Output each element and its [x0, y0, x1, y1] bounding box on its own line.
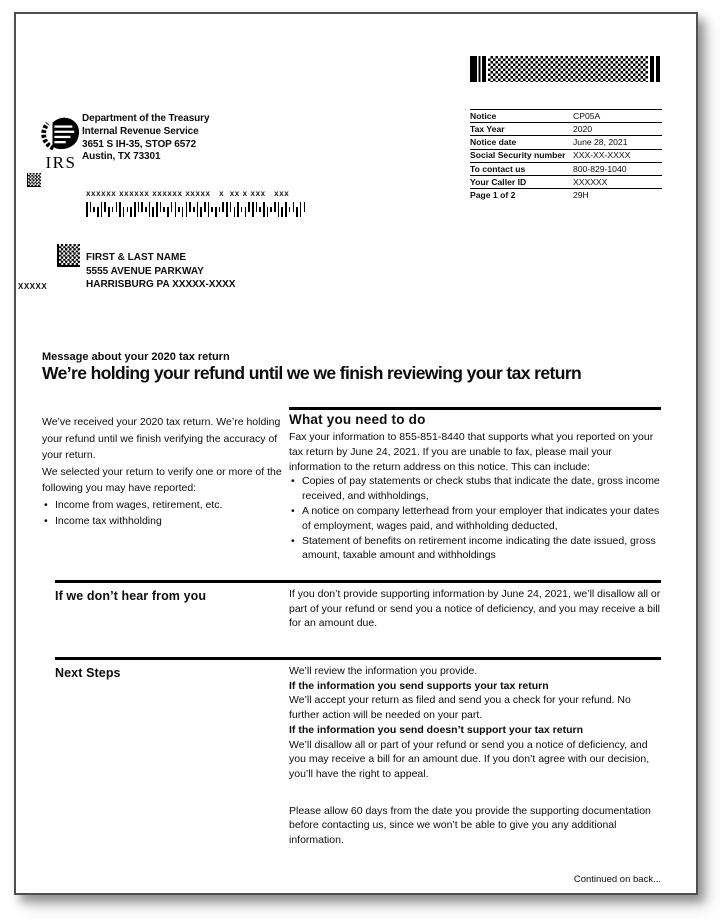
row-value: XXX-XX-XXXX — [573, 150, 631, 161]
recipient-line: FIRST & LAST NAME — [86, 252, 186, 263]
table-row — [470, 175, 662, 188]
section-paragraph: We’ll accept your return as filed and send you a check for your refund. No further action will be needed on your part. — [289, 694, 631, 722]
notice-info-table — [470, 109, 662, 201]
row-value: CP05A — [573, 110, 601, 121]
section-paragraph: We’ll disallow all or part of your refund or send you a notice of deficiency, and you may receive a bill for an amount due. If you don’t agree with our decision, you’ll have the right to appeal. — [289, 738, 650, 780]
recipient-line: HARRISBURG PA XXXXX-XXXX — [86, 279, 236, 290]
irs-wordmark: IRS — [45, 153, 77, 172]
table-row — [470, 162, 662, 175]
intro-paragraphs — [42, 414, 284, 530]
table-row — [470, 122, 662, 135]
row-label: Tax Year — [470, 123, 505, 134]
irs-logo — [38, 116, 84, 171]
what-you-need-to-do-section — [289, 407, 661, 563]
section-rule — [289, 407, 661, 410]
intro-paragraph: We’ve received your 2020 tax return. We’re holding your refund until we finish verifying the accuracy of your return. — [42, 416, 281, 461]
section-paragraph: Fax your information to 855-851-8440 that supports what you reported on your tax return by June 24, 2021. If you are unable to fax, please mail your information to the return address on this notice. This can include: — [289, 431, 654, 473]
row-value: 2020 — [573, 123, 593, 134]
if-no-hear-section — [289, 587, 661, 631]
section-subheading: If the information you send supports your tax return — [289, 679, 549, 692]
row-value: XXXXXX — [573, 176, 608, 187]
sender-line: Internal Revenue Service — [82, 125, 199, 137]
sender-line: Department of the Treasury — [82, 113, 210, 124]
page-title: We’re holding your refund until we we finish reviewing your tax return — [42, 363, 582, 383]
row-label: Notice date — [470, 137, 517, 148]
section-paragraph: Please allow 60 days from the date you provide the supporting documentation before contacting us, since we won’t be able to give you any additional information. — [289, 804, 651, 847]
mail-2d-barcode-icon — [470, 56, 660, 82]
postal-barcode-icon — [86, 202, 307, 217]
row-value: 29H — [573, 189, 589, 200]
recipient-address — [86, 251, 235, 292]
continued-on-back-note: Continued on back... — [573, 873, 661, 885]
section-subheading: If the information you send doesn’t support your tax return — [289, 723, 584, 736]
sender-address — [82, 113, 209, 164]
section-rule — [55, 657, 661, 660]
list-item: • Statement of benefits on retirement income indicating the date issued, gross amount, taxable amount and withholdings — [289, 534, 661, 564]
section-paragraph: We’ll review the information you provide. — [289, 665, 478, 677]
scanline-code: xxxxxx xxxxxx xxxxxx xxxxx x xx x xxx xxx — [86, 189, 290, 198]
row-value: June 28, 2021 — [573, 137, 628, 148]
notice-page — [14, 12, 698, 895]
row-label: To contact us — [470, 163, 526, 174]
list-item: • Income from wages, retirement, etc. — [42, 497, 284, 514]
notice-subject: Message about your 2020 tax return — [42, 351, 230, 363]
recipient-line: 5555 AVENUE PARKWAY — [86, 265, 204, 277]
datamatrix-code-icon — [27, 173, 41, 187]
intro-paragraph: We selected your return to verify one or more of the following you may have reported: — [42, 465, 282, 494]
barcode-data-blocks — [488, 56, 648, 82]
section-heading: Next Steps — [55, 666, 121, 680]
row-value: 800-829-1040 — [573, 163, 627, 174]
section-heading: If we don’t hear from you — [55, 589, 207, 603]
sender-line: 3651 S IH-35, STOP 6572 — [82, 138, 197, 150]
barcode-start-bars — [470, 56, 486, 82]
list-item: • Copies of pay statements or check stubs that indicate the date, gross income received, and withholdings, — [289, 474, 661, 504]
row-label: Page 1 of 2 — [470, 189, 516, 200]
row-label: Notice — [470, 110, 497, 121]
datamatrix-code-icon — [57, 244, 80, 267]
next-steps-section — [289, 664, 661, 887]
section-rule — [55, 580, 661, 583]
section-paragraph: If you don’t provide supporting information by June 24, 2021, we’ll disallow all or part of your refund or send you a notice of deficiency, and you may receive a bill for an amount due. — [289, 588, 661, 630]
sender-line: Austin, TX 73301 — [82, 151, 161, 163]
section-heading: What you need to do — [289, 412, 426, 427]
row-label: Your Caller ID — [470, 176, 527, 187]
table-row — [470, 188, 662, 201]
table-row — [470, 149, 662, 162]
list-item: • A notice on company letterhead from your employer that indicates your dates of employment, wages paid, and withholding deducted, — [289, 504, 661, 534]
list-item: • Income tax withholding — [42, 513, 284, 530]
irs-eagle-icon — [41, 116, 81, 150]
table-row — [470, 135, 662, 148]
barcode-end-bars — [650, 56, 660, 82]
row-label: Social Security number — [470, 150, 566, 161]
margin-code: XXXXX — [18, 282, 48, 291]
table-row — [470, 109, 662, 122]
